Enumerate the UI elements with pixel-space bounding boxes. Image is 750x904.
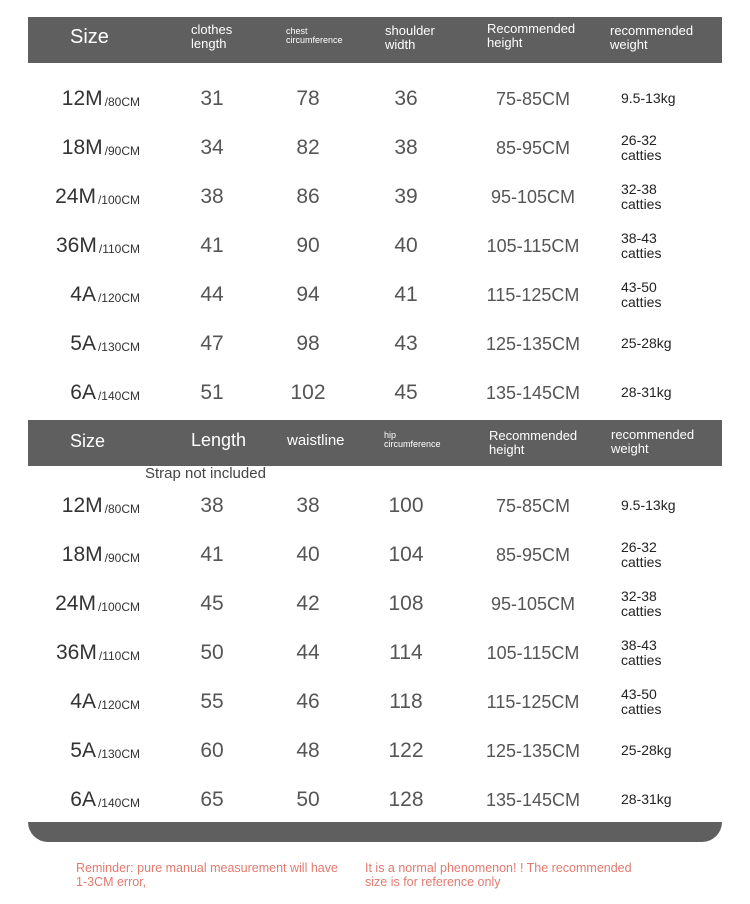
table-row (0, 275, 750, 315)
measure-cell-1: 45 (200, 592, 224, 615)
measure-cell-2: 86 (296, 185, 320, 208)
weight-cell: 9.5-13kg (621, 90, 676, 107)
measure-cell-2: 90 (296, 234, 320, 257)
size-height-label: /110CM (98, 649, 140, 663)
table2-header-length: Length (191, 430, 247, 450)
table2-header-height: Recommended height (489, 428, 578, 457)
size-label: 4A (70, 283, 96, 306)
measure-cell-2: 50 (296, 788, 320, 811)
table-row (0, 633, 750, 673)
size-label: 18M (61, 543, 103, 566)
weight-cell: 26-32 catties (621, 131, 662, 163)
table-row (0, 584, 750, 624)
table1-header-clothes-length: clothes length (191, 22, 233, 51)
height-cell: 105-115CM (486, 642, 580, 663)
size-cell (0, 177, 140, 217)
measure-cell-3: 114 (389, 641, 423, 664)
weight-cell: 25-28kg (621, 335, 672, 352)
table2-header-hip: hip circumference (384, 430, 441, 450)
table1-header-weight: recommended weight (610, 23, 694, 52)
size-cell (0, 79, 140, 119)
measure-cell-2: 44 (296, 641, 320, 664)
measure-cell-1: 38 (200, 494, 224, 517)
height-cell: 125-135CM (485, 740, 581, 761)
size-label: 24M (55, 185, 96, 208)
size-cell (0, 324, 140, 364)
height-cell: 125-135CM (485, 333, 581, 354)
height-cell: 85-95CM (495, 137, 571, 158)
measure-cell-3: 108 (388, 592, 424, 615)
size-cell (0, 128, 140, 168)
size-label: 36M (56, 234, 97, 257)
measure-cell-3: 118 (389, 690, 423, 713)
size-height-label: /120CM (97, 291, 140, 305)
table-row (0, 324, 750, 364)
measure-cell-3: 45 (394, 381, 418, 404)
height-cell: 135-145CM (485, 382, 581, 403)
weight-cell: 28-31kg (621, 384, 672, 401)
size-cell (0, 373, 140, 413)
measure-cell-1: 34 (200, 136, 224, 159)
weight-cell: 38-43 catties (621, 229, 662, 261)
measure-cell-1: 65 (200, 788, 224, 811)
table1-header-height: Recommended height (487, 21, 576, 50)
size-cell (0, 275, 140, 315)
weight-cell: 28-31kg (621, 791, 672, 808)
size-label: 12M (61, 87, 103, 110)
height-cell: 75-85CM (495, 495, 571, 516)
size-cell (0, 584, 140, 624)
measure-cell-2: 94 (296, 283, 320, 306)
footer-bar (28, 822, 722, 842)
size-cell (0, 486, 140, 526)
size-height-label: /120CM (97, 698, 140, 712)
size-height-label: /90CM (104, 551, 140, 565)
table-row (0, 731, 750, 771)
size-label: 24M (55, 592, 96, 615)
measure-cell-1: 47 (200, 332, 224, 355)
size-cell (0, 731, 140, 771)
measure-cell-1: 60 (200, 739, 224, 762)
height-cell: 85-95CM (495, 544, 571, 565)
table-row (0, 780, 750, 820)
table1-header (28, 17, 722, 63)
height-cell: 95-105CM (490, 186, 576, 207)
table2-header-weight: recommended weight (611, 427, 695, 456)
measure-cell-3: 100 (388, 494, 424, 517)
weight-cell: 38-43 catties (621, 636, 662, 668)
table2-header (28, 420, 722, 466)
size-height-label: /130CM (97, 747, 140, 761)
size-label: 5A (70, 332, 96, 355)
table2-header-size: Size (70, 431, 106, 451)
size-cell (0, 535, 140, 575)
measure-cell-2: 78 (296, 87, 320, 110)
measure-cell-3: 128 (388, 788, 424, 811)
size-label: 18M (61, 136, 103, 159)
size-cell (0, 226, 140, 266)
table1-header-shoulder: shoulder width (385, 23, 435, 52)
size-height-label: /110CM (98, 242, 140, 256)
table-row (0, 128, 750, 168)
measure-cell-1: 51 (200, 381, 224, 404)
size-height-label: /80CM (104, 95, 140, 109)
measure-cell-2: 82 (296, 136, 320, 159)
measure-cell-3: 104 (388, 543, 424, 566)
weight-cell: 9.5-13kg (621, 497, 676, 514)
measure-cell-2: 46 (296, 690, 320, 713)
size-height-label: /140CM (97, 796, 140, 810)
measure-cell-3: 40 (394, 234, 418, 257)
height-cell: 135-145CM (485, 789, 581, 810)
size-label: 6A (70, 381, 96, 404)
height-cell: 105-115CM (486, 235, 580, 256)
measure-cell-3: 39 (394, 185, 418, 208)
measure-cell-1: 31 (200, 87, 224, 110)
size-label: 4A (70, 690, 96, 713)
measure-cell-2: 102 (290, 381, 326, 404)
size-height-label: /140CM (97, 389, 140, 403)
measure-cell-2: 98 (296, 332, 320, 355)
measure-cell-2: 40 (296, 543, 320, 566)
size-height-label: /130CM (97, 340, 140, 354)
table-row (0, 226, 750, 266)
measure-cell-1: 50 (200, 641, 224, 664)
table-row (0, 373, 750, 413)
weight-cell: 43-50 catties (621, 278, 662, 310)
measure-cell-1: 38 (200, 185, 224, 208)
measure-cell-2: 48 (296, 739, 320, 762)
size-height-label: /100CM (97, 600, 140, 614)
size-cell (0, 633, 140, 673)
reminder-left: Reminder: pure manual measurement will have 1-3CM error, (76, 861, 338, 889)
table1-header-chest: chest circumference (286, 26, 343, 46)
weight-cell: 32-38 catties (621, 180, 662, 212)
measure-cell-1: 41 (200, 234, 224, 257)
table-row (0, 79, 750, 119)
size-height-label: /100CM (97, 193, 140, 207)
table2-header-waistline: waistline (287, 432, 345, 449)
weight-cell: 43-50 catties (621, 685, 662, 717)
table1-header-size: Size (70, 26, 109, 48)
height-cell: 115-125CM (486, 691, 580, 712)
table-row (0, 535, 750, 575)
size-cell (0, 682, 140, 722)
weight-cell: 26-32 catties (621, 538, 662, 570)
height-cell: 95-105CM (490, 593, 576, 614)
size-label: 5A (70, 739, 96, 762)
height-cell: 115-125CM (486, 284, 580, 305)
measure-cell-1: 41 (200, 543, 224, 566)
size-label: 36M (56, 641, 97, 664)
reminder-right: It is a normal phenomenon! ! The recommended size is for reference only (365, 861, 632, 889)
weight-cell: 25-28kg (621, 742, 672, 759)
measure-cell-3: 122 (388, 739, 424, 762)
size-label: 6A (70, 788, 96, 811)
weight-cell: 32-38 catties (621, 587, 662, 619)
measure-cell-1: 44 (200, 283, 224, 306)
size-height-label: /80CM (104, 502, 140, 516)
measure-cell-1: 55 (200, 690, 224, 713)
measure-cell-3: 38 (394, 136, 418, 159)
height-cell: 75-85CM (495, 88, 571, 109)
table-row (0, 682, 750, 722)
size-height-label: /90CM (104, 144, 140, 158)
measure-cell-3: 43 (394, 332, 418, 355)
table-row (0, 486, 750, 526)
measure-cell-2: 38 (296, 494, 320, 517)
measure-cell-2: 42 (296, 592, 320, 615)
table-row (0, 177, 750, 217)
measure-cell-3: 41 (394, 283, 418, 306)
size-label: 12M (61, 494, 103, 517)
size-cell (0, 780, 140, 820)
strap-note: Strap not included (145, 465, 266, 482)
measure-cell-3: 36 (394, 87, 418, 110)
